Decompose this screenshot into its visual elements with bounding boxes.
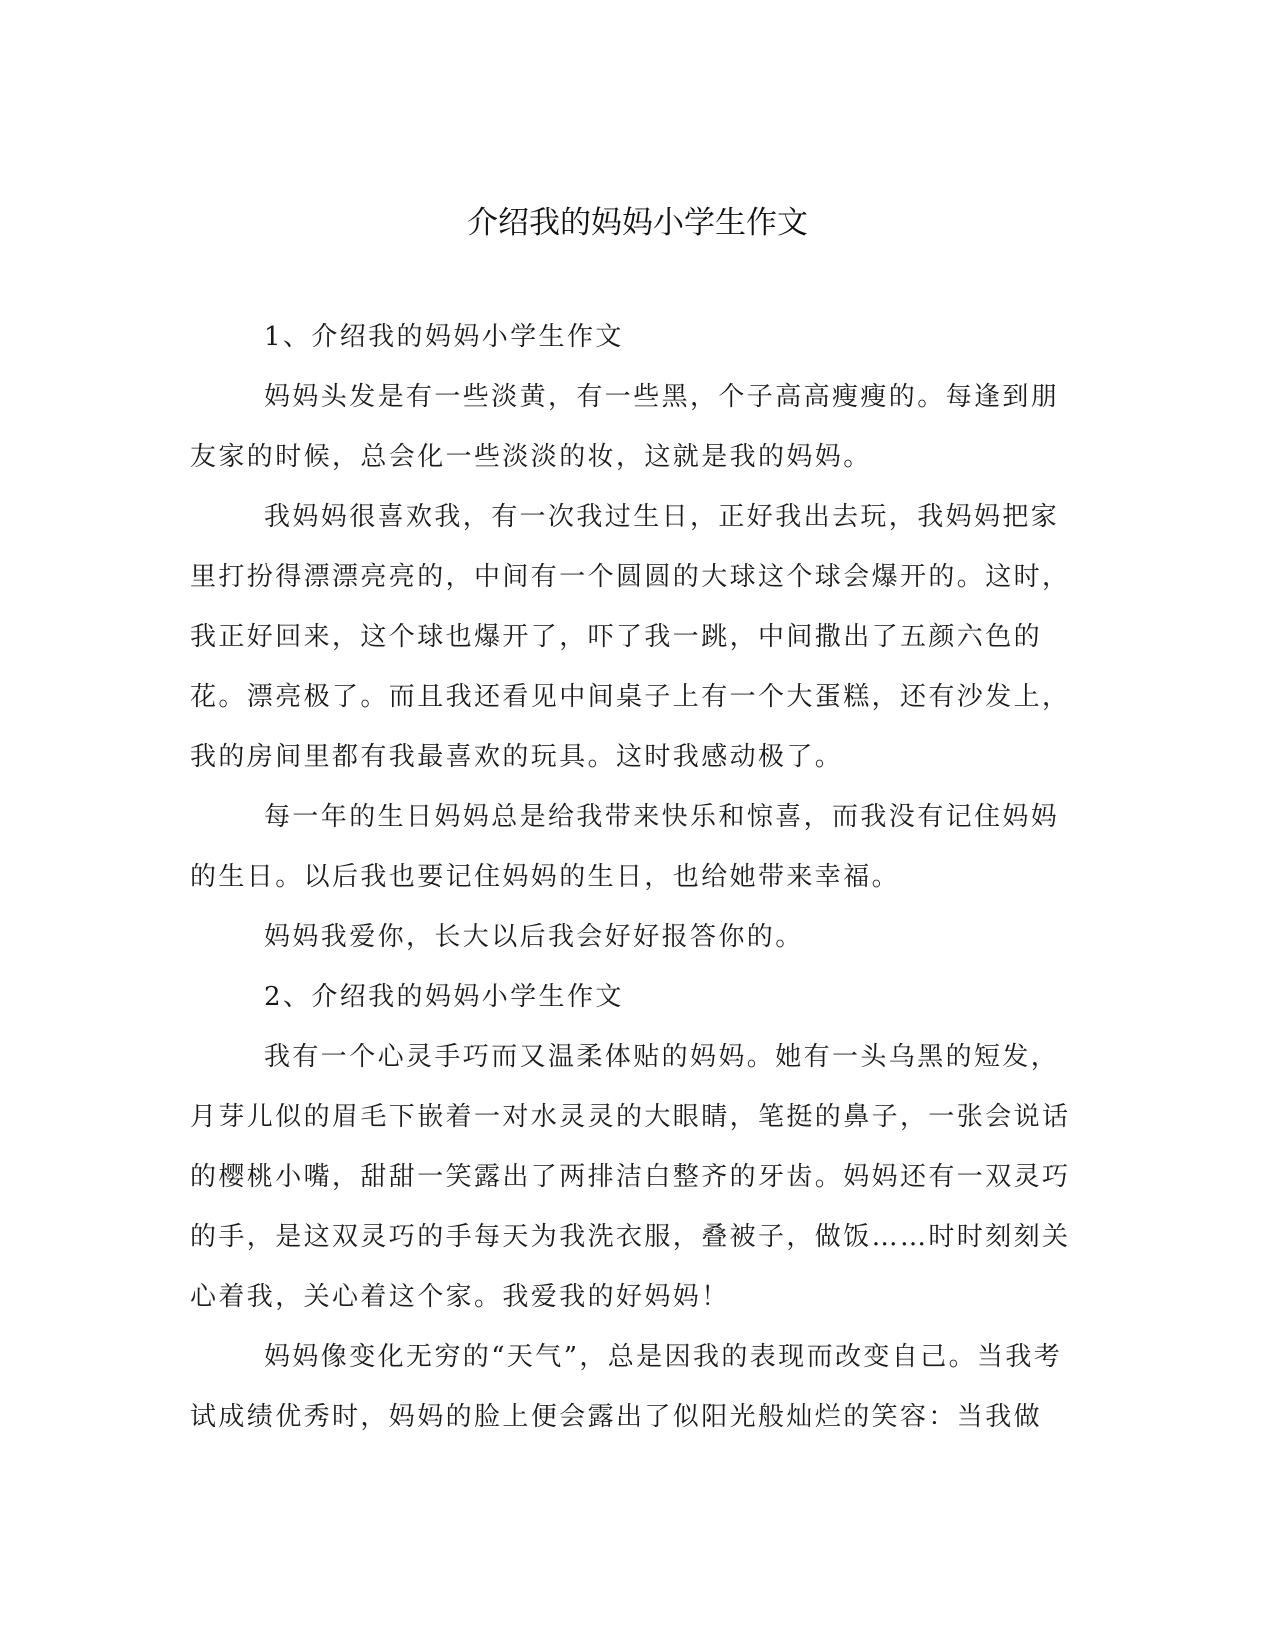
section-heading-2: 2、介绍我的妈妈小学生作文 (264, 982, 624, 1012)
paragraph: 妈妈像变化无穷的“天气”，总是因我的表现而改变自己。当我考试成绩优秀时，妈妈的脸上便会露出了似阳光般灿烂的笑容：当我做 (190, 1342, 1063, 1432)
paragraph: 我有一个心灵手巧而又温柔体贴的妈妈。她有一头乌黑的短发，月芽儿似的眉毛下嵌着一对水灵灵的大眼睛，笔挺的鼻子，一张会说话的樱桃小嘴，甜甜一笑露出了两排洁白整齐的牙齿。妈妈还有一双灵巧的手，是这双灵巧的手每天为我洗衣服，叠被子，做饭……时时刻刻关心着我，关心着这个家。我爱我的好妈妈！ (190, 1042, 1071, 1312)
document-body (190, 307, 1080, 1447)
paragraph: 妈妈我爱你，长大以后我会好好报答你的。 (264, 922, 804, 952)
paragraph: 妈妈头发是有一些淡黄，有一些黑，个子高高瘦瘦的。每逢到朋友家的时候，总会化一些淡淡的妆，这就是我的妈妈。 (190, 382, 1060, 472)
section-heading-1: 1、介绍我的妈妈小学生作文 (264, 322, 624, 352)
document-title: 介绍我的妈妈小学生作文 (467, 205, 808, 241)
paragraph: 我妈妈很喜欢我，有一次我过生日，正好我出去玩，我妈妈把家里打扮得漂漂亮亮的，中间有一个圆圆的大球这个球会爆开的。这时，我正好回来，这个球也爆开了，吓了我一跳，中间撒出了五颜六色的花。漂亮极了。而且我还看见中间桌子上有一个大蛋糕，还有沙发上，我的房间里都有我最喜欢的玩具。这时我感动极了。 (190, 502, 1071, 772)
paragraph: 每一年的生日妈妈总是给我带来快乐和惊喜，而我没有记住妈妈的生日。以后我也要记住妈妈的生日，也给她带来幸福。 (190, 802, 1060, 892)
